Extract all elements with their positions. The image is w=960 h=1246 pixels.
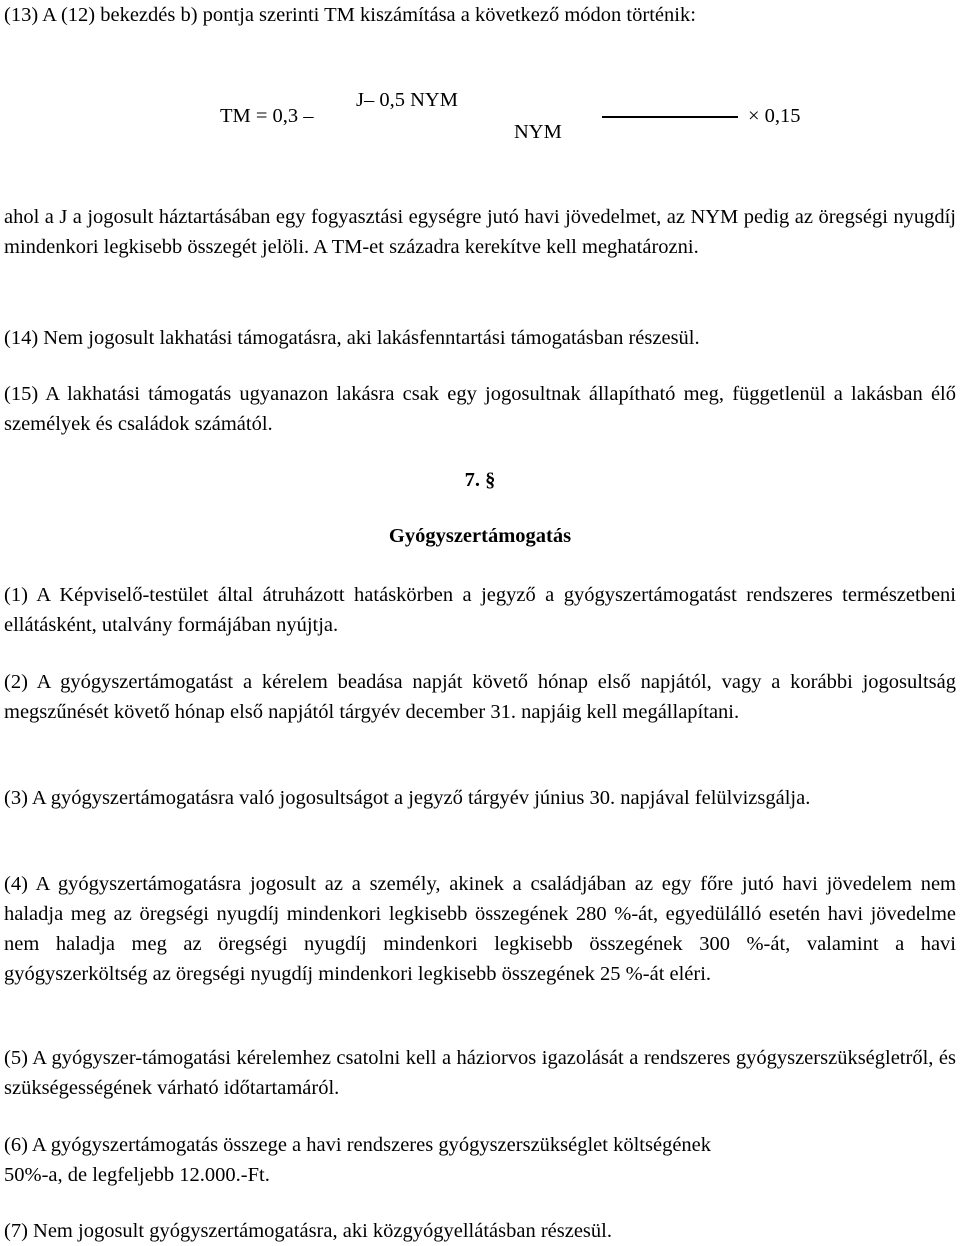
paragraph-14: (14) Nem jogosult lakhatási támogatásra, aki lakásfenntartási támogatásban részesül. [4, 327, 700, 349]
tm-formula [4, 80, 956, 160]
paragraph-7-6 [4, 1130, 956, 1190]
paragraph-7-1: (1) A Képviselő-testület által átruházott hatáskörben a jegyző a gyógyszertámogatást rendszeres természetbeni ellátásként, utalvány formájában nyújtja. [4, 584, 956, 636]
paragraph-7-7: (7) Nem jogosult gyógyszertámogatásra, aki közgyógyellátásban részesül. [4, 1220, 612, 1242]
formula-multiplier: × 0,15 [748, 105, 801, 127]
paragraph-7-6-line-1: (6) A gyógyszertámogatás összege a havi rendszeres gyógyszerszükséglet költségének [4, 1134, 712, 1156]
section-number: 7. § [464, 469, 496, 491]
paragraph-15: (15) A lakhatási támogatás ugyanazon lakásra csak egy jogosultnak állapítható meg, függetlenül a lakásban élő személyek és családok számától. [4, 383, 956, 435]
paragraph-7-2: (2) A gyógyszertámogatást a kérelem beadása napját követő hónap első napjától, vagy a korábbi jogosultság megszűnését követő hónap első napjától tárgyév december 31. napjáig kell megállapítani. [4, 671, 956, 723]
paragraph-7-3: (3) A gyógyszertámogatásra való jogosultságot a jegyző tárgyév június 30. napjával felülvizsgálja. [4, 787, 811, 809]
formula-numerator: J– 0,5 NYM [356, 89, 458, 111]
paragraph-13-intro: (13) A (12) bekezdés b) pontja szerinti TM kiszámítása a következő módon történik: [4, 4, 696, 26]
paragraph-7-6-line-2: 50%-a, de legfeljebb 12.000.-Ft. [4, 1164, 270, 1186]
paragraph-7-5: (5) A gyógyszer-támogatási kérelemhez csatolni kell a háziorvos igazolását a rendszeres gyógyszerszükségletről, és szükségességének várható időtartamáról. [4, 1047, 956, 1099]
section-title: Gyógyszertámogatás [388, 525, 572, 547]
paragraph-definition: ahol a J a jogosult háztartásában egy fogyasztási egységre jutó havi jövedelmet, az NYM pedig az öregségi nyugdíj mindenkori legkisebb összegét jelöli. A TM-et századra kerekítve kell meghatározni. [4, 206, 956, 258]
formula-lhs: TM = 0,3 – [220, 105, 314, 127]
formula-denominator: NYM [514, 121, 562, 143]
formula-fraction-bar [602, 116, 738, 118]
paragraph-7-4: (4) A gyógyszertámogatásra jogosult az a személy, akinek a családjában az egy főre jutó havi jövedelem nem haladja meg az öregségi nyugdíj mindenkori legkisebb összegének 280 %-át, egyedülálló esetén havi jövedelme nem haladja meg az öregségi nyugdíj mindenkori legkisebb összegének 300 %-át, valamint a havi gyógyszerköltség az öregségi nyugdíj mindenkori legkisebb összegének 25 %-át eléri. [4, 873, 956, 985]
